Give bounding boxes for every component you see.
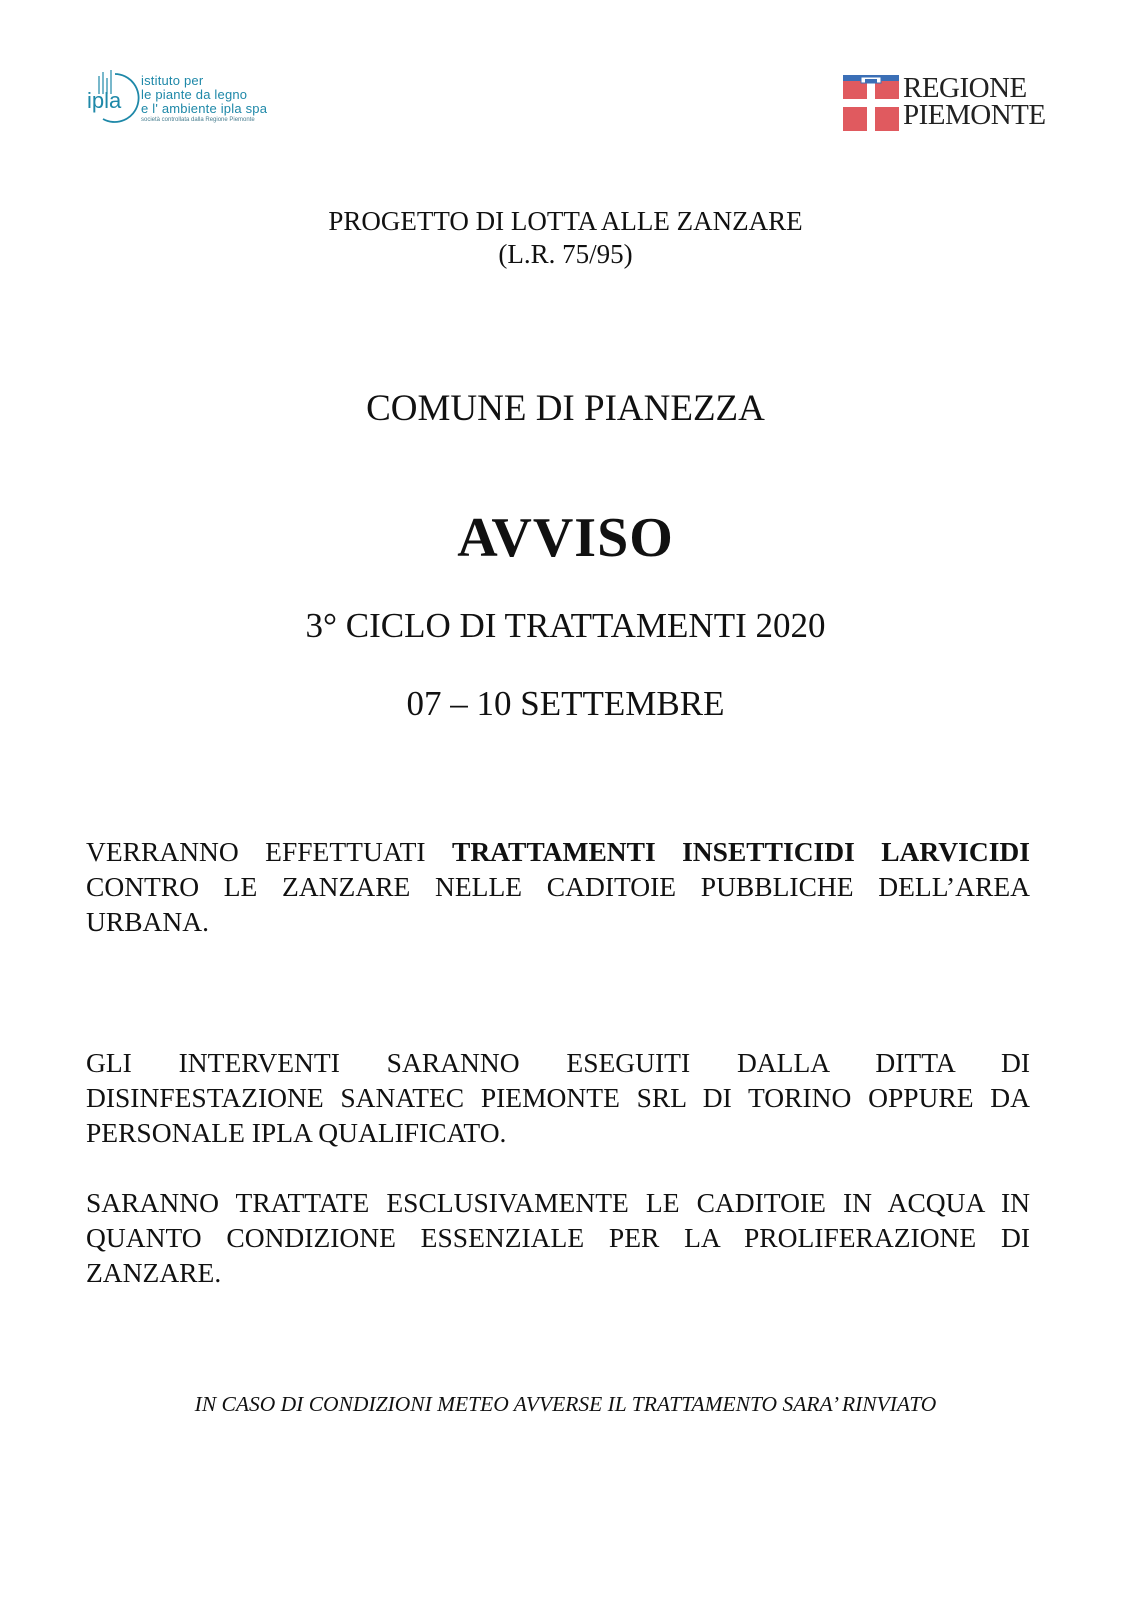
project-header — [0, 205, 1131, 271]
paragraph-treatments-lead: VERRANNO EFFETTUATI — [86, 836, 452, 867]
ipla-logo-mark-icon — [85, 68, 141, 130]
paragraph-scope: SARANNO TRATTATE ESCLUSIVAMENTE LE CADITOIE IN ACQUA IN QUANTO CONDIZIONE ESSENZIALE PER LA PROLIFERAZIONE DI ZANZARE. — [86, 1187, 1030, 1288]
regione-line-1: REGIONE — [903, 72, 1027, 104]
law-reference: (L.R. 75/95) — [498, 239, 633, 269]
ipla-logo — [85, 68, 285, 130]
regione-logo-text — [903, 72, 1046, 131]
ipla-logo-text — [141, 74, 267, 125]
paragraph-treatments-rest: CONTRO LE ZANZARE NELLE CADITOIE PUBBLICHE DELL’AREA URBANA. — [86, 871, 1030, 937]
weather-disclaimer: IN CASO DI CONDIZIONI METEO AVVERSE IL TRATTAMENTO SARA’ RINVIATO — [194, 1392, 937, 1416]
regione-piemonte-logo — [843, 72, 1046, 133]
paragraph-treatments-bold: TRATTAMENTI INSETTICIDI LARVICIDI — [451, 836, 1030, 867]
ipla-line-3: e l' ambiente ipla spa — [141, 101, 268, 116]
notice-title: AVVISO — [457, 507, 674, 569]
treatment-cycle: 3° CICLO DI TRATTAMENTI 2020 — [305, 606, 826, 645]
project-title: PROGETTO DI LOTTA ALLE ZANZARE — [328, 206, 803, 236]
ipla-line-2: le piante da legno — [141, 87, 248, 102]
regione-emblem-icon — [843, 75, 899, 131]
ipla-line-1: istituto per — [141, 73, 204, 88]
ipla-line-4: società controllata dalla Regione Piemonte — [141, 117, 255, 123]
ipla-mark-text: ipla — [87, 88, 122, 113]
treatment-dates: 07 – 10 SETTEMBRE — [406, 684, 725, 723]
municipality-name: COMUNE DI PIANEZZA — [366, 388, 765, 429]
regione-line-2: PIEMONTE — [903, 99, 1046, 131]
paragraph-contractor: GLI INTERVENTI SARANNO ESEGUITI DALLA DITTA DI DISINFESTAZIONE SANATEC PIEMONTE SRL DI TORINO OPPURE DA PERSONALE IPLA QUALIFICATO. — [86, 1047, 1030, 1148]
paragraph-treatments — [86, 834, 1030, 939]
